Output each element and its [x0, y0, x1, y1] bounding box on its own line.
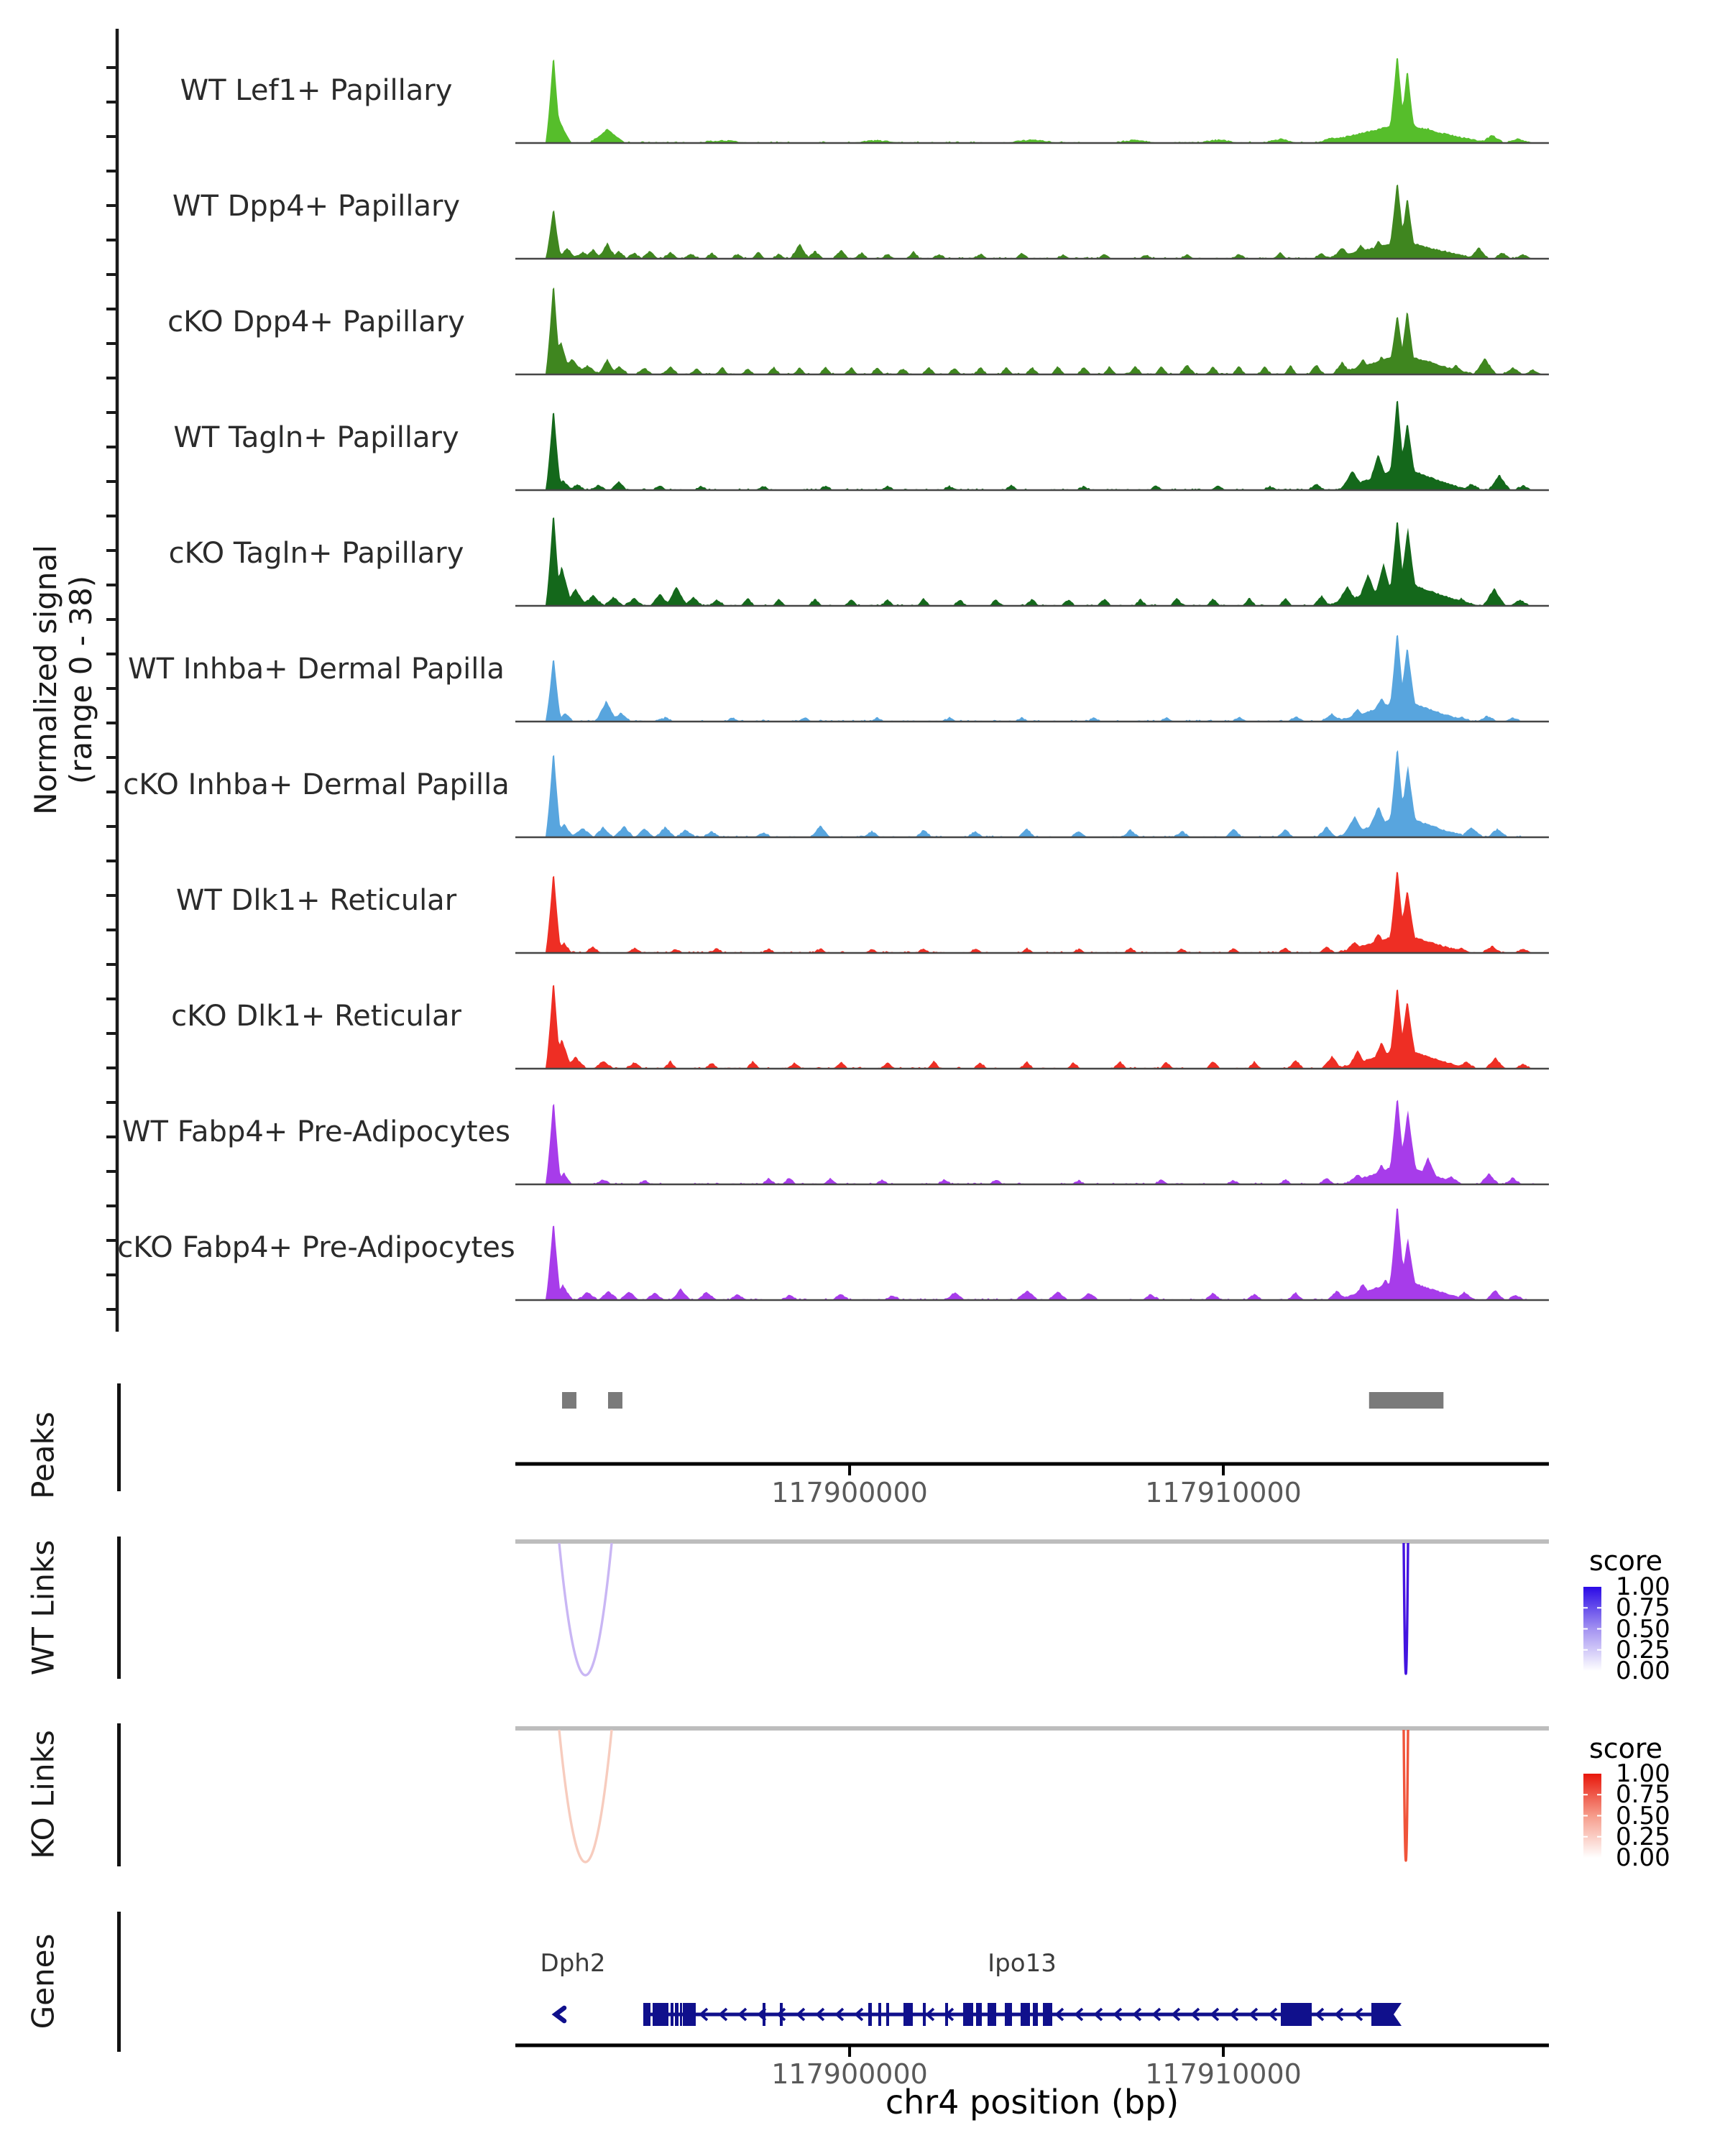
coverage-track-signal [515, 750, 1549, 837]
track-label: WT Tagln+ Papillary [173, 421, 459, 454]
coaccessibility-link-arc [559, 1543, 612, 1675]
genome-axis-tick-label: 117910000 [1145, 2058, 1302, 2090]
coaccessibility-link-arc [1404, 1730, 1408, 1861]
score-legend-value: 1.00 [1616, 1572, 1670, 1601]
gene-exon [680, 2003, 682, 2026]
wt-links-section-bar [117, 1537, 121, 1679]
track-label: WT Inhba+ Dermal Papilla [128, 653, 505, 686]
gene-strand-arrow [556, 2008, 564, 2021]
score-legend-value: 0.75 [1616, 1780, 1670, 1810]
coverage-track-signal [515, 1209, 1549, 1300]
ko-links-section-bar [117, 1723, 121, 1866]
genes-section-bar [117, 1912, 121, 2052]
track-label: cKO Fabp4+ Pre-Adipocytes [117, 1231, 515, 1264]
wt-links-legend-title: score [1588, 1545, 1663, 1577]
coverage-track-signal [515, 401, 1549, 490]
peak-interval-box [1369, 1392, 1444, 1409]
score-legend-value: 0.25 [1616, 1635, 1670, 1664]
genome-axis-tick-label: 117910000 [1145, 1477, 1302, 1508]
ko-links-section-label: KO Links [25, 1730, 61, 1859]
y-axis-title [28, 545, 98, 815]
peaks-section-label: Peaks [25, 1411, 61, 1499]
coverage-track-signal [515, 517, 1549, 606]
wt-links-section-label: WT Links [25, 1539, 61, 1676]
gene-exon [683, 2003, 696, 2026]
gene-exon [763, 2003, 765, 2026]
track-label: WT Dpp4+ Papillary [172, 190, 461, 223]
coverage-track-signal [515, 185, 1549, 259]
peak-interval-box [562, 1392, 576, 1409]
track-label: cKO Dpp4+ Papillary [167, 305, 465, 338]
genome-axis-tick-label: 117900000 [771, 1477, 928, 1508]
gene-exon [923, 2003, 926, 2026]
track-label: WT Lef1+ Papillary [180, 74, 453, 107]
peaks-section-bar [117, 1383, 121, 1491]
track-label: cKO Tagln+ Papillary [168, 537, 464, 570]
gene-exon [886, 2003, 889, 2026]
gene-label: Ipo13 [988, 1949, 1057, 1978]
score-legend-value: 0.25 [1616, 1822, 1670, 1851]
gene-exon [988, 2003, 996, 2026]
score-legend-value: 0.00 [1616, 1657, 1670, 1685]
track-label: WT Dlk1+ Reticular [175, 884, 457, 917]
gene-exon [1043, 2003, 1052, 2026]
gene-exon [945, 2003, 948, 2026]
score-legend-value: 0.50 [1616, 1801, 1670, 1830]
coverage-track-signal [515, 1100, 1549, 1184]
gene-exon [1005, 2003, 1012, 2026]
gene-exon [963, 2003, 973, 2026]
ko-links-legend-title: score [1588, 1733, 1663, 1764]
gene-exon [976, 2003, 982, 2026]
coverage-track-signal [515, 287, 1549, 374]
coverage-track-signal [515, 58, 1549, 143]
gene-exon [1033, 2003, 1038, 2026]
gene-exon [653, 2003, 668, 2026]
coaccessibility-link-arc [559, 1730, 612, 1862]
y-axis-title-line1: Normalized signal [28, 545, 63, 815]
score-legend-value: 0.50 [1616, 1614, 1670, 1644]
genes-section-label: Genes [25, 1933, 61, 2030]
gene-exon [675, 2003, 678, 2026]
genome-axis-tick-label: 117900000 [771, 2058, 928, 2090]
gene-exon [1281, 2003, 1312, 2026]
track-label: cKO Dlk1+ Reticular [171, 1000, 461, 1033]
gene-exon [671, 2003, 673, 2026]
coverage-track-signal [515, 872, 1549, 953]
coverage-track-signal [515, 985, 1549, 1069]
track-label: cKO Inhba+ Dermal Papilla [123, 768, 510, 801]
y-axis-title-line2: (range 0 - 38) [63, 575, 98, 785]
track-label: WT Fabp4+ Pre-Adipocytes [122, 1115, 510, 1148]
score-legend-value: 1.00 [1616, 1759, 1670, 1788]
gene-exon [878, 2003, 881, 2026]
gene-exon [780, 2003, 783, 2026]
gene-exon [643, 2003, 650, 2026]
coverage-track-signal [515, 635, 1549, 722]
score-legend-value: 0.75 [1616, 1593, 1670, 1623]
coaccessibility-link-arc [1404, 1543, 1408, 1674]
x-axis-title: chr4 position (bp) [885, 2083, 1179, 2122]
gene-exon [903, 2003, 913, 2026]
gene-exon [868, 2003, 872, 2026]
gene-label: Dph2 [540, 1949, 606, 1978]
gene-exon [1021, 2003, 1030, 2026]
score-legend-value: 0.00 [1616, 1843, 1670, 1872]
peak-interval-box [608, 1392, 622, 1409]
